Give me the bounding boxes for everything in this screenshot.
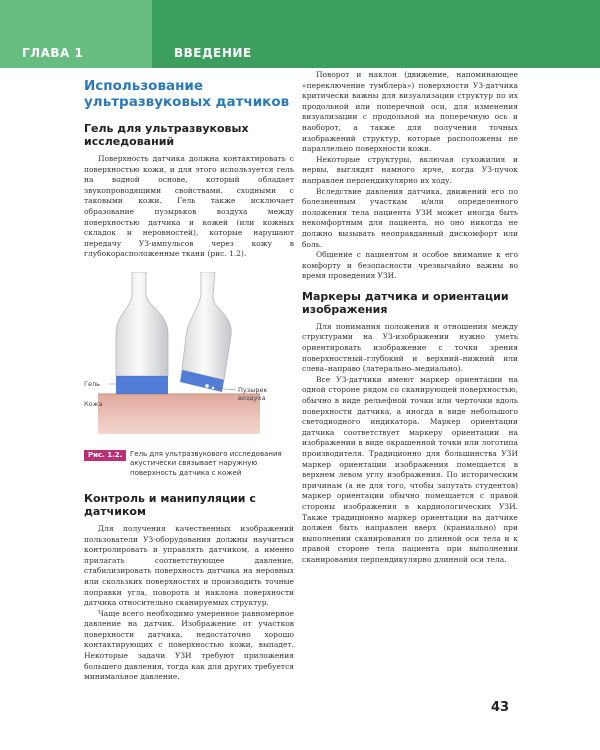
right-column <box>302 70 518 566</box>
section-label: ВВЕДЕНИЕ <box>174 46 252 60</box>
comfort-paragraph: Вследствие давления датчика, движений его по болезненным участкам и/или определенного положения тела пациента УЗИ может иногда быть некомфортным для пациента, но оно никогда не должно вызывать неоправданный дискомфорт или боль. <box>302 186 518 249</box>
page-title: Использование ультразвуковых датчиков <box>84 78 290 110</box>
page-number: 43 <box>491 700 510 715</box>
markers-heading: Маркеры датчика и ориентации изображения <box>302 289 509 316</box>
skin-label: Кожа <box>84 399 103 408</box>
probe-illustration <box>84 272 294 444</box>
gel-heading: Гель для ультразвуковых исследований <box>84 122 249 148</box>
control-heading: Контроль и манипуляции с датчиком <box>84 491 256 518</box>
communication-paragraph: Общение с пациентом и особое внимание к его комфорту и безопасности чрезвычайно важны во время проведения УЗИ. <box>302 250 518 281</box>
control-paragraph-2: Чаще всего необходимо умеренное равномерное давление на датчик. Изображение от участков поверхности датчика, недостаточно хорошо контактирующих с поверхностью кожи, выпадет. Некоторые задачи УЗИ требуют приложения большего давления, тогда как для других требуется минимальное давление. <box>84 608 294 682</box>
figure-caption-text: Гель для ультразвукового исследования акустически связывает наружную поверхность датчика с кожей <box>130 449 282 477</box>
page-header <box>0 0 600 68</box>
right-probe-body <box>182 272 231 380</box>
gel-paragraph: Поверхность датчика должна контактировать с поверхностью кожи, и для этого используется гель на водной основе, который обладает звукопроводящими свойствами, сходными с таковыми кожи. Гель также исключает образование пузырьков воздуха между поверхностью датчика и кожей (или кожных складок и неровностей), которые нарушают передачу УЗ-импульсов через кожу в глубокорасположенные ткани (рис. 1.2). <box>84 154 294 259</box>
left-gel <box>116 376 168 394</box>
figure-1-2 <box>84 272 294 444</box>
marker-paragraph: Все УЗ-датчики имеют маркер ориентации на одной стороне рядом со сканирующей поверхностью, обычно в виде рельефной точки или черточки вдоль поверхности датчика, а иногда в виде небольшого светодиодного индикатора. Маркер ориентации датчика соответствует маркеру ориентации на изображении в виде окрашенной точки или логотипа производителя. Традиционно для большинства УЗИ маркер ориентации изображения помещается в верхнем левом углу изображения. По историческим причинам (а не для того, чтобы запутать студентов) маркер ориентации обычно помещается с правой стороны изображения в кардиологических УЗИ. Также традиционно маркер ориентации на датчике должен быть направлен вверх (краниально) при выполнении сканирования по длинной оси тела и к правой стороне тела пациента при выполнении сканирования перпендикулярно длинной оси тела. <box>302 374 518 564</box>
chapter-label: ГЛАВА 1 <box>22 46 84 60</box>
gel-label: Гель <box>84 379 100 388</box>
left-column <box>84 78 294 683</box>
tendons-paragraph: Некоторые структуры, включая сухожилия и нервы, выглядят намного ярче, когда УЗ-пучок направлен перпендикулярно их ходу. <box>302 154 518 185</box>
figure-caption <box>84 450 294 484</box>
figure-number-tag: Рис. 1.2. <box>84 450 126 461</box>
air-bubble <box>212 386 215 389</box>
orientation-paragraph: Для понимания положения и отношения между структурами на УЗ-изображении нужно уметь ориентировать изображение с точки зрения поверхностный–глубокий и верхний–нижний или слева–направо (латерально–медиально). <box>302 321 518 374</box>
bubbles-label: Пузырек воздуха <box>238 385 268 402</box>
skin-layer <box>98 394 260 434</box>
air-bubble <box>205 384 209 388</box>
control-paragraph-1: Для получения качественных изображений пользователи УЗ-оборудования должны научиться контролировать и управлять датчиком, а именно прилагать соответствующее давление, стабилизировать поверхность датчика на неровных или скользких поверхностях и производить точные поправки угла, поворота и наклона поверхности датчика относительно сканируемых структур. <box>84 523 294 608</box>
rotation-paragraph: Поворот и наклон (движение, напоминающее «переключение тумблера») поверхности УЗ-датчика критически важны для визуализации структур по их продольной или поперечной оси, для изменения визуализации с продольной на поперечную ось и наоборот, а также для получения точных изображений структур, которые расположены не параллельно поверхности кожи. <box>302 70 518 154</box>
left-probe-body <box>116 272 168 376</box>
